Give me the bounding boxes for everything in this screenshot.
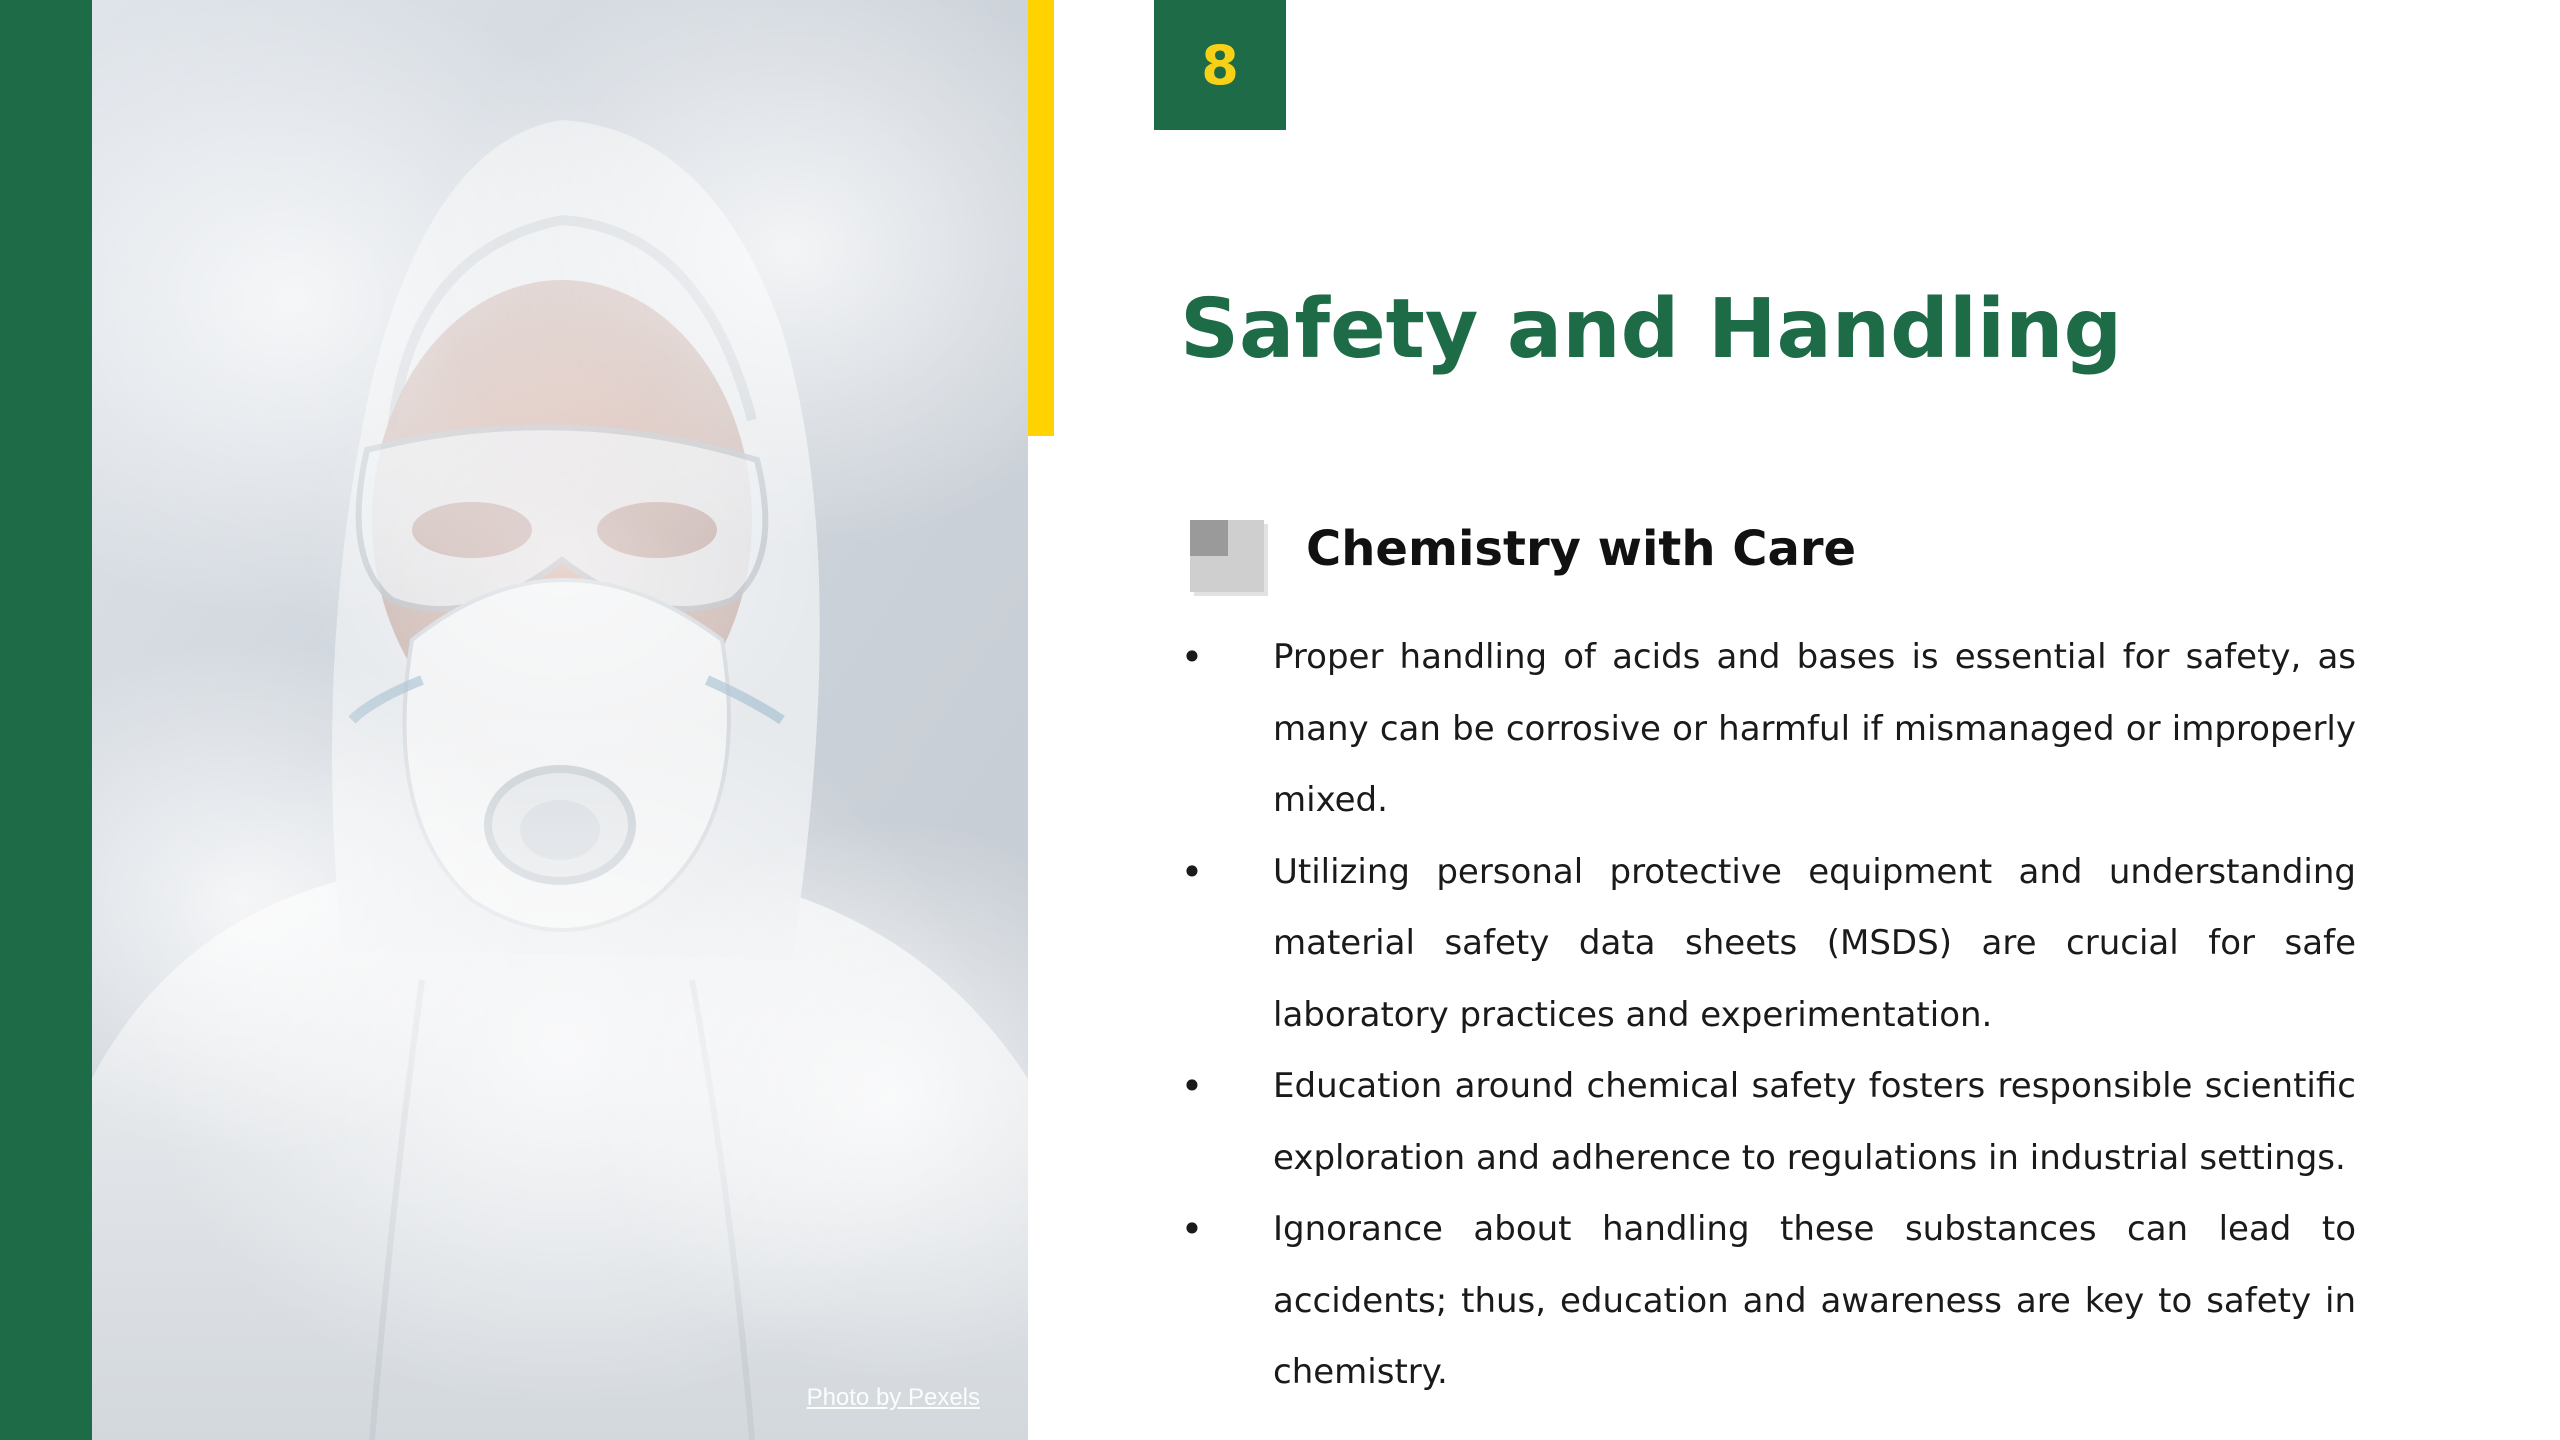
gray-squares-icon	[1188, 518, 1270, 598]
bullet-text: Education around chemical safety fosters responsible scientific exploration and adherence to regulations in industrial settings.	[1273, 1066, 2356, 1178]
list-item	[1180, 622, 2356, 837]
bullet-text: Proper handling of acids and bases is essential for safety, as many can be corrosive or harmful if mismanaged or improperly mixed.	[1273, 637, 2356, 820]
section-heading: Chemistry with Care	[1306, 521, 1857, 577]
bullet-text: Utilizing personal protective equipment and understanding material safety data sheets (MSDS) are crucial for safe laboratory practices and experimentation.	[1273, 851, 2356, 1035]
bullet-list	[1180, 622, 2356, 1409]
bullet-dot: •	[1180, 1064, 1204, 1108]
list-item	[1180, 837, 2356, 1052]
slide-title: Safety and Handling	[1180, 282, 2123, 377]
bullet-dot: •	[1180, 849, 1204, 894]
hazmat-photo-image	[92, 0, 1028, 1440]
photo-credit-link[interactable]: Photo by Pexels	[806, 1384, 980, 1411]
photo-hazmat-person	[92, 0, 1028, 1440]
bullet-text: Ignorance about handling these substances can lead to accidents; thus, education and awareness are key to safety in chemistry.	[1273, 1209, 2356, 1392]
list-item	[1180, 1194, 2356, 1409]
bullet-dot: •	[1180, 635, 1204, 679]
list-item	[1180, 1051, 2356, 1194]
yellow-accent-bar	[1028, 0, 1054, 436]
page-number: 8	[1201, 33, 1239, 97]
page-number-box	[1154, 0, 1286, 130]
left-green-bar	[0, 0, 92, 1440]
bullet-dot: •	[1180, 1207, 1204, 1251]
